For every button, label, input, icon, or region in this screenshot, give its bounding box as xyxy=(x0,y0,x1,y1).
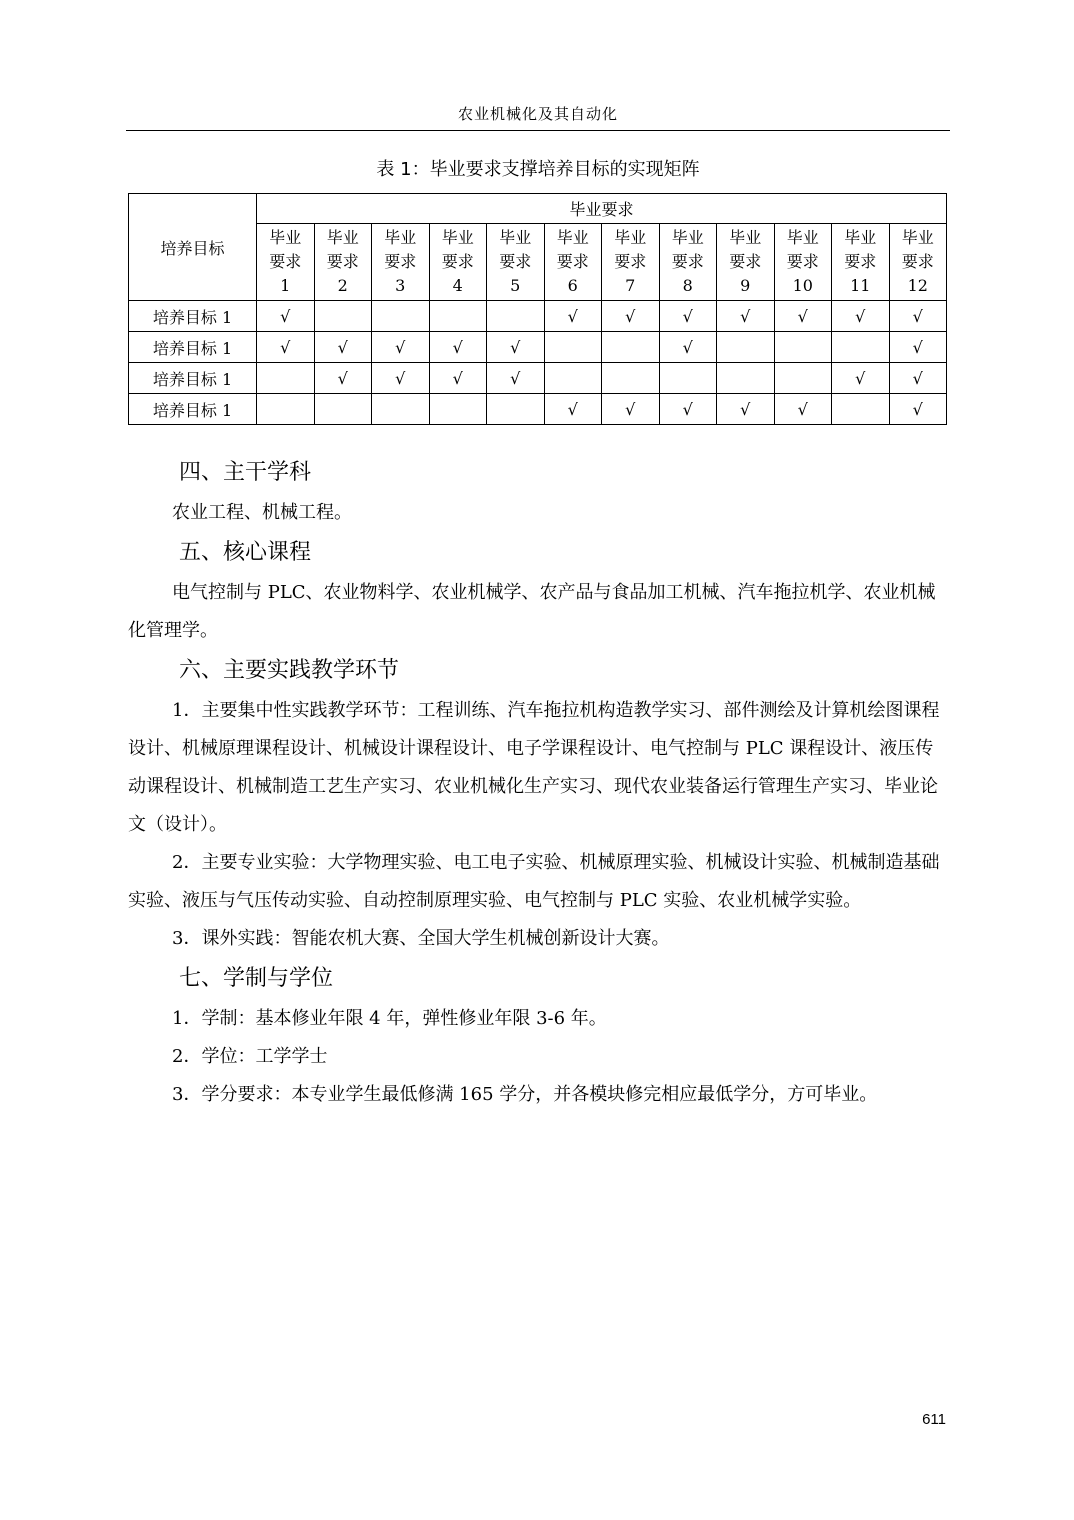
objective-label: 培养目标 1 xyxy=(129,301,257,332)
matrix-cell xyxy=(774,363,832,394)
requirement-header-line: 12 xyxy=(907,276,928,295)
matrix-cell: √ xyxy=(602,301,660,332)
group-header: 毕业要求 xyxy=(257,194,947,224)
requirement-header-line: 要求 xyxy=(844,252,877,271)
matrix-cell: √ xyxy=(487,332,545,363)
section-5-body: 电气控制与 PLC、农业物料学、农业机械学、农产品与食品加工机械、汽车拖拉机学、农业机械化管理学。 xyxy=(128,582,936,641)
page-number: 611 xyxy=(922,1411,946,1428)
matrix-cell xyxy=(717,332,775,363)
requirement-header-line: 要求 xyxy=(384,252,417,271)
matrix-cell: √ xyxy=(314,332,372,363)
table-caption: 表 1：毕业要求支撑培养目标的实现矩阵 xyxy=(376,159,700,180)
table-row xyxy=(129,301,947,332)
matrix-cell xyxy=(774,332,832,363)
requirement-header-line: 要求 xyxy=(901,252,934,271)
requirement-header-line: 7 xyxy=(625,276,636,295)
requirement-header-line: 毕业 xyxy=(901,228,934,247)
requirement-column-header xyxy=(487,224,545,301)
requirement-header-line: 毕业 xyxy=(614,228,647,247)
matrix-cell: √ xyxy=(314,363,372,394)
objective-label: 培养目标 1 xyxy=(129,363,257,394)
matrix-cell xyxy=(659,363,717,394)
requirement-header-line: 要求 xyxy=(499,252,532,271)
section-7-title: 七、学制与学位 xyxy=(179,966,334,991)
section-4-body: 农业工程、机械工程。 xyxy=(172,502,352,523)
requirement-column-header xyxy=(774,224,832,301)
matrix-cell: √ xyxy=(889,332,947,363)
requirement-header-line: 2 xyxy=(337,276,348,295)
requirement-column-header xyxy=(889,224,947,301)
matrix-cell: √ xyxy=(659,394,717,425)
requirement-header-line: 要求 xyxy=(614,252,647,271)
requirement-header-line: 要求 xyxy=(786,252,819,271)
requirement-header-line: 10 xyxy=(792,276,813,295)
requirement-column-header xyxy=(832,224,890,301)
matrix-cell: √ xyxy=(429,332,487,363)
matrix-cell xyxy=(487,301,545,332)
matrix-cell: √ xyxy=(602,394,660,425)
requirement-header-line: 毕业 xyxy=(384,228,417,247)
requirement-header-line: 毕业 xyxy=(269,228,302,247)
section-6-title: 六、主要实践教学环节 xyxy=(179,658,400,683)
matrix-cell xyxy=(372,301,430,332)
matrix-cell: √ xyxy=(429,363,487,394)
matrix-cell xyxy=(717,363,775,394)
requirement-header-line: 8 xyxy=(682,276,693,295)
support-matrix-table xyxy=(128,193,947,425)
requirement-column-header xyxy=(429,224,487,301)
matrix-cell: √ xyxy=(372,332,430,363)
requirement-header-line: 毕业 xyxy=(786,228,819,247)
objective-label: 培养目标 1 xyxy=(129,394,257,425)
requirement-header-line: 要求 xyxy=(441,252,474,271)
matrix-cell: √ xyxy=(774,394,832,425)
section-7-paragraph-1: 1．学制：基本修业年限 4 年，弹性修业年限 3-6 年。 xyxy=(172,1008,607,1029)
matrix-cell: √ xyxy=(257,301,315,332)
requirement-header-line: 6 xyxy=(567,276,578,295)
requirement-header-line: 毕业 xyxy=(844,228,877,247)
requirement-header-line: 要求 xyxy=(326,252,359,271)
matrix-cell: √ xyxy=(717,394,775,425)
matrix-cell: √ xyxy=(544,394,602,425)
section-4-title: 四、主干学科 xyxy=(179,460,312,485)
section-5-title: 五、核心课程 xyxy=(179,540,312,565)
requirement-column-header xyxy=(372,224,430,301)
table-corner-header: 培养目标 xyxy=(129,194,257,301)
requirement-column-header xyxy=(314,224,372,301)
requirement-header-line: 毕业 xyxy=(326,228,359,247)
running-header: 农业机械化及其自动化 xyxy=(126,103,950,131)
matrix-cell xyxy=(314,301,372,332)
matrix-cell: √ xyxy=(889,363,947,394)
matrix-cell: √ xyxy=(717,301,775,332)
requirement-column-header xyxy=(544,224,602,301)
requirement-header-line: 毕业 xyxy=(441,228,474,247)
section-6-paragraph-3: 3．课外实践：智能农机大赛、全国大学生机械创新设计大赛。 xyxy=(172,928,670,949)
matrix-cell: √ xyxy=(659,301,717,332)
matrix-cell xyxy=(257,363,315,394)
requirement-header-line: 4 xyxy=(452,276,463,295)
matrix-cell xyxy=(487,394,545,425)
matrix-cell: √ xyxy=(257,332,315,363)
matrix-cell: √ xyxy=(832,301,890,332)
matrix-cell: √ xyxy=(889,394,947,425)
matrix-cell xyxy=(429,394,487,425)
requirement-header-line: 毕业 xyxy=(729,228,762,247)
table-row xyxy=(129,332,947,363)
matrix-cell: √ xyxy=(544,301,602,332)
matrix-cell xyxy=(314,394,372,425)
matrix-cell xyxy=(602,363,660,394)
table-row xyxy=(129,363,947,394)
requirement-header-line: 毕业 xyxy=(499,228,532,247)
matrix-cell xyxy=(602,332,660,363)
requirement-header-line: 毕业 xyxy=(556,228,589,247)
section-6-paragraph-2: 2．主要专业实验：大学物理实验、电工电子实验、机械原理实验、机械设计实验、机械制造基础实验、液压与气压传动实验、自动控制原理实验、电气控制与 PLC 实验、农业机械学实验。 xyxy=(128,852,940,911)
matrix-cell: √ xyxy=(774,301,832,332)
matrix-cell: √ xyxy=(889,301,947,332)
matrix-cell xyxy=(372,394,430,425)
requirement-header-line: 毕业 xyxy=(671,228,704,247)
matrix-cell xyxy=(832,394,890,425)
requirement-header-line: 要求 xyxy=(671,252,704,271)
requirement-column-header xyxy=(659,224,717,301)
matrix-cell xyxy=(544,363,602,394)
requirement-header-line: 要求 xyxy=(729,252,762,271)
objective-label: 培养目标 1 xyxy=(129,332,257,363)
requirement-header-line: 5 xyxy=(510,276,521,295)
requirement-column-header xyxy=(717,224,775,301)
requirement-header-line: 1 xyxy=(280,276,291,295)
requirement-header-line: 9 xyxy=(740,276,751,295)
matrix-cell xyxy=(429,301,487,332)
requirement-header-line: 11 xyxy=(850,276,871,295)
requirement-header-line: 要求 xyxy=(556,252,589,271)
requirement-header-line: 3 xyxy=(395,276,406,295)
matrix-cell xyxy=(544,332,602,363)
matrix-cell: √ xyxy=(659,332,717,363)
matrix-cell xyxy=(257,394,315,425)
requirement-column-header xyxy=(602,224,660,301)
section-7-paragraph-2: 2．学位：工学学士 xyxy=(172,1046,328,1067)
matrix-cell: √ xyxy=(832,363,890,394)
main-content xyxy=(128,452,946,1114)
section-6-paragraph-1: 1．主要集中性实践教学环节：工程训练、汽车拖拉机构造教学实习、部件测绘及计算机绘图课程设计、机械原理课程设计、机械设计课程设计、电子学课程设计、电气控制与 PLC 课程设计、液压传动课程设计、机械制造工艺生产实习、农业机械化生产实习、现代农业装备运行管理生产实习、毕业论文（设计）。 xyxy=(128,700,940,835)
matrix-cell: √ xyxy=(487,363,545,394)
requirement-header-line: 要求 xyxy=(269,252,302,271)
matrix-cell xyxy=(832,332,890,363)
table-row xyxy=(129,394,947,425)
section-7-paragraph-3: 3．学分要求：本专业学生最低修满 165 学分，并各模块修完相应最低学分，方可毕业。 xyxy=(172,1084,878,1105)
matrix-cell: √ xyxy=(372,363,430,394)
requirement-column-header xyxy=(257,224,315,301)
